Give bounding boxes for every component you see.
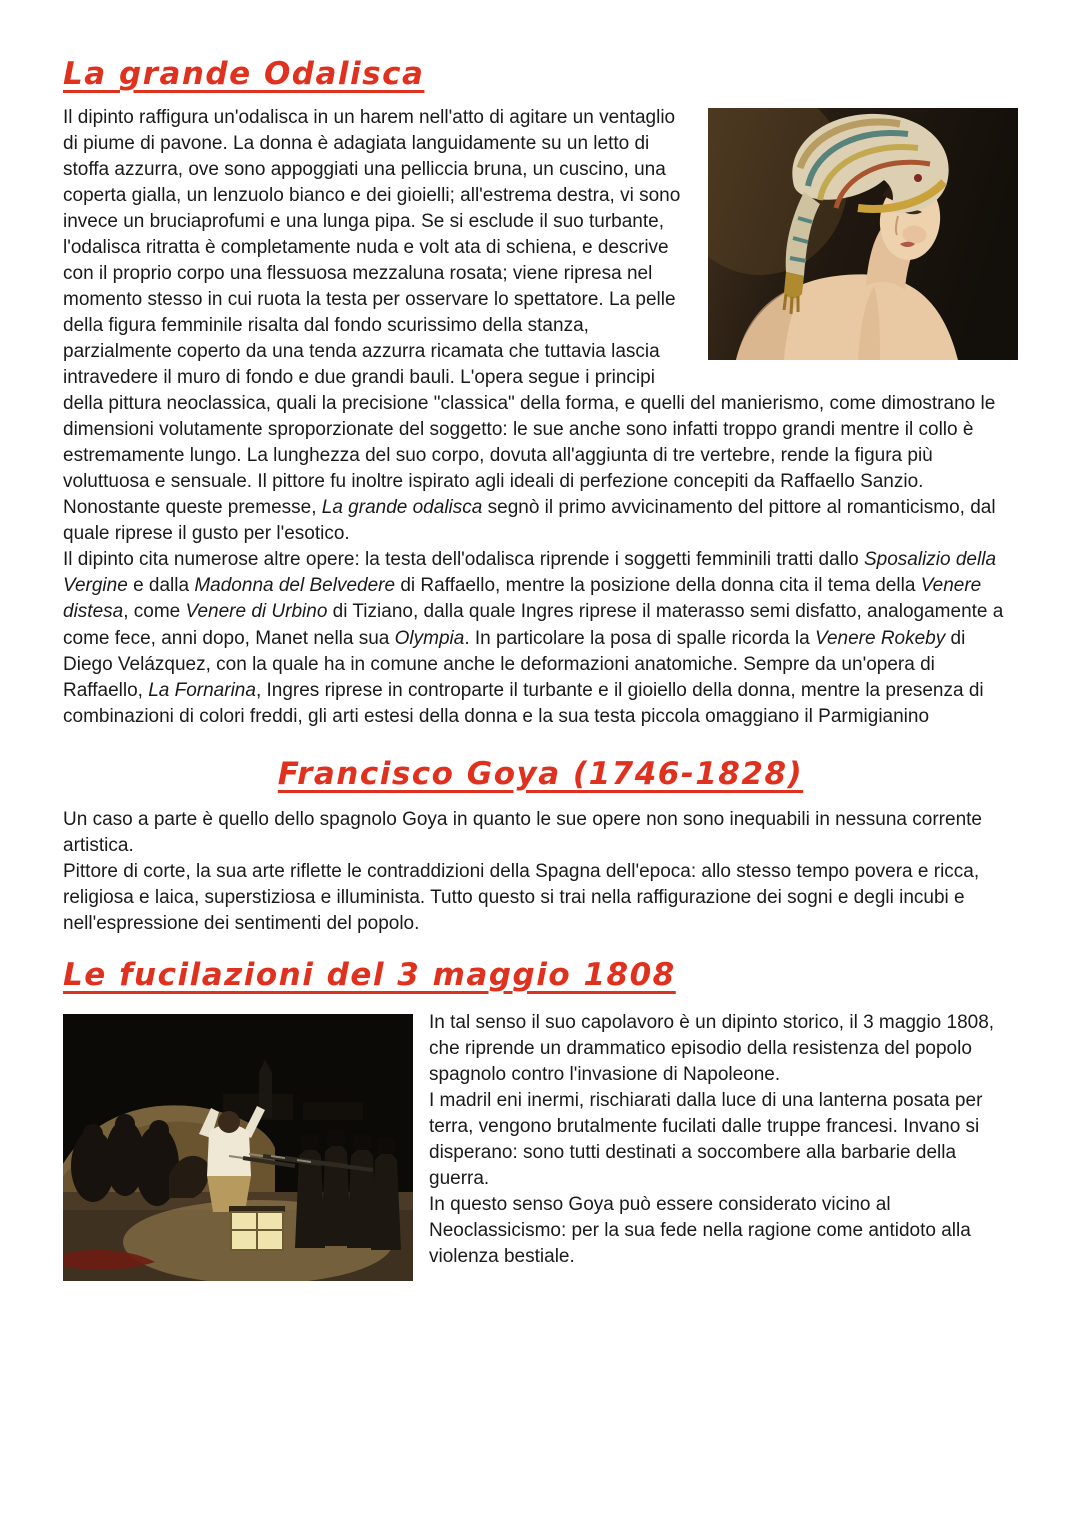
- section-title-goya: [63, 756, 1018, 793]
- section-title-fucilazioni-text: Le fucilazioni del 3 maggio 1808: [63, 956, 676, 993]
- odalisca-paragraph-2-text: Il dipinto cita numerose altre opere: la testa dell'odalisca riprende i soggetti femminili tratti dallo Sposalizio della Vergine e dalla Madonna del Belvedere di Raffaello, mentre la posizione della donna cita il tema della Venere distesa, come Venere di Urbino di Tiziano, dalla quale Ingres riprese il materasso semi disfatto, analogamente a come fece, anni dopo, Manet nella sua Olympia. In particolare la posa di spalle ricorda la Venere Rokeby di Diego Velázquez, con la quale ha in comune anche le deformazioni anatomiche. Sempre da un'opera di Raffaello, La Fornarina, Ingres riprese in controparte il turbante e il gioiello della donna, mentre la presenza di combinazioni di colori freddi, gli arti estesi della donna e la sua testa piccola omaggiano il Parmigianino: [63, 549, 1004, 727]
- odalisca-paragraph-1: [63, 105, 1018, 547]
- odalisca-paragraph-2: [63, 547, 1018, 729]
- fucilazioni-paragraph-3: In questo senso Goya può essere considerato vicino al Neoclassicismo: per la sua fede nella ragione come antidoto alla violenza bestiale.: [429, 1194, 971, 1268]
- odalisque-painting-image: [708, 108, 1018, 360]
- section-title-odalisca: [63, 56, 1018, 93]
- odalisca-paragraph-1-text: Il dipinto raffigura un'odalisca in un harem nell'atto di agitare un ventaglio di piume di pavone. La donna è adagiata languidamente su un letto di stoffa azzurra, ove sono appoggiati una pelliccia bruna, un cuscino, una coperta gialla, un lenzuolo bianco e dei gioielli; all'estrema destra, vi sono invece un bruciaprofumi e una lunga pipa. Se si esclude il suo turbante, l'odalisca ritratta è completamente nuda e volt ata di schiena, e descrive con il proprio corpo una flessuosa mezzaluna rosata; viene ripresa nel momento stesso in cui ruota la testa per osservare lo spettatore. La pelle della figura femminile risalta dal fondo scurissimo della stanza, parzialmente coperto da una tenda azzurra ricamata che tuttavia lascia intravedere il muro di fondo e due grandi bauli. L'opera segue i principi della pittura neoclassica, quali la precisione "classica" della forma, e quelli del manierismo, come dimostrano le dimensioni volutamente sproporzionate del soggetto: le sue anche sono infatti troppo grandi mentre il collo è estremamente lungo. La lunghezza del suo corpo, dovuta all'aggiunta di tre vertebre, rende la figura più voluttuosa e sensuale. Il pittore fu inoltre ispirato agli ideali di perfezione concepiti da Raffaello Sanzio. Nonostante queste premesse, La grande odalisca segnò il primo avvicinamento del pittore al romanticismo, dal quale riprese il gusto per l'esotico.: [63, 107, 996, 545]
- section-title-goya-text: Francisco Goya (1746-1828): [277, 755, 804, 792]
- goya-paragraph-2: Pittore di corte, la sua arte riflette le contraddizioni della Spagna dell'epoca: allo stesso tempo povera e ricca, religiosa e laica, superstiziosa e illuminista. Tutto questo si trai nella raffigurazione dei sogni e degli incubi e nell'espressione dei sentimenti del popolo.: [63, 860, 980, 934]
- third-of-may-painting-image: [63, 1014, 413, 1281]
- fucilazioni-paragraph-1: In tal senso il suo capolavoro è un dipinto storico, il 3 maggio 1808, che riprende un drammatico episodio della resistenza del popolo spagnolo contro l'invasione di Napoleone.: [429, 1012, 995, 1086]
- odalisque-painting-svg: [708, 108, 1018, 360]
- fucilazioni-content: [63, 1010, 1018, 1291]
- fucilazioni-paragraph-2: I madril eni inermi, rischiarati dalla luce di una lanterna posata per terra, vengono brutalmente fucilati dalle truppe francesi. Invano si disperano: sono tutti destinati a soccombere alla barbarie della guerra.: [429, 1090, 983, 1190]
- third-of-may-painting-svg: [63, 1014, 413, 1281]
- section-title-fucilazioni: [63, 957, 1018, 994]
- section-title-odalisca-text: La grande Odalisca: [63, 56, 425, 92]
- goya-paragraph-1: Un caso a parte è quello dello spagnolo Goya in quanto le sue opere non sono inequabili in nessuna corrente artistica.: [63, 808, 982, 856]
